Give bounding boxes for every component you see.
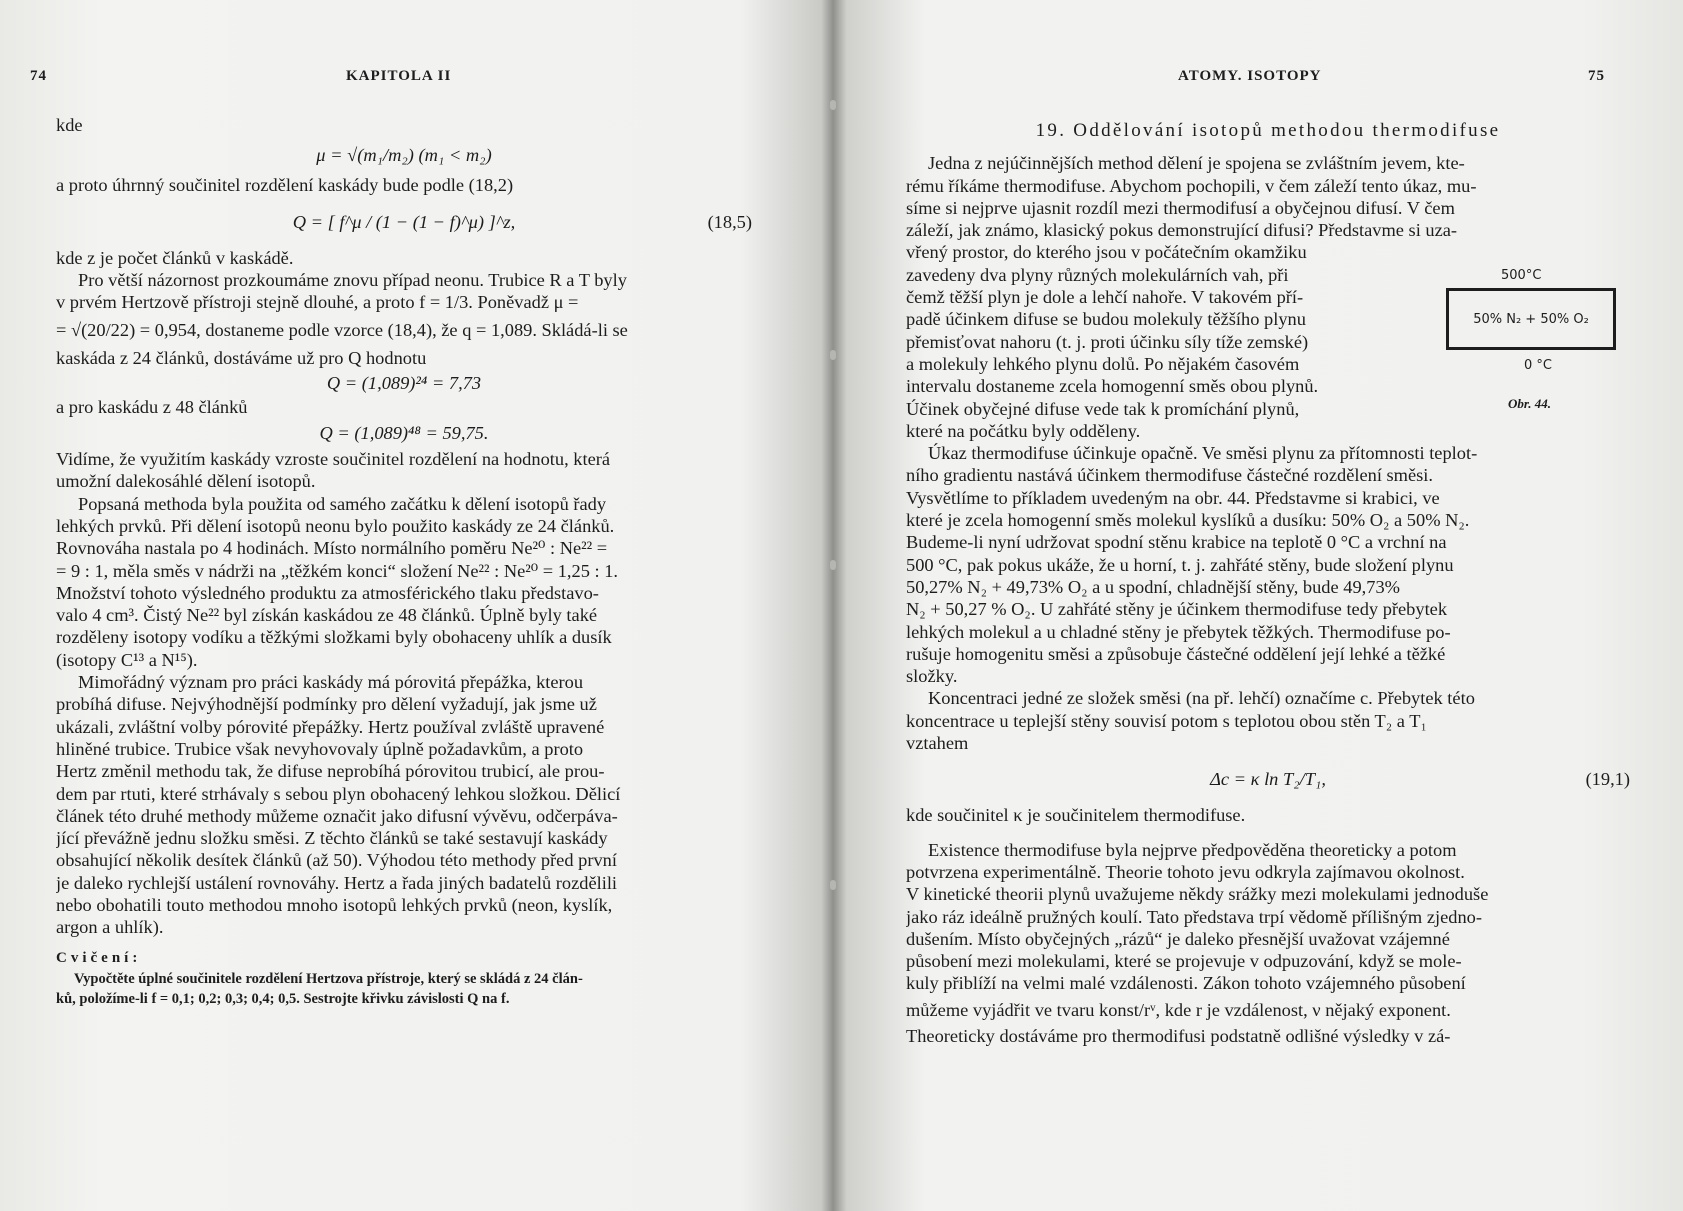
text-line: kuly přiblíží na velmi malé vzdálenosti. Zákon tohoto vzájemného působení [906,973,1466,994]
text-line: argon a uhlík). [56,917,164,938]
text-line: článek této druhé methody můžeme označit jako difusní vývěvu, odčerpáva- [56,805,618,826]
text-line: Koncentraci jedné ze složek směsi (na př. lehčí) označíme c. Přebytek této [928,688,1475,709]
text-line: rému říkáme thermodifuse. Abychom pochopili, v čem záleží tento úkaz, mu- [906,175,1477,196]
text-line: kde součinitel κ je součinitelem thermodifuse. [906,805,1246,826]
running-title: KAPITOLA II [346,68,452,84]
text-line: dem par rtuti, které strhávaly s sebou plyn obohacený lehkou složkou. Dělicí [56,783,621,804]
text-line: nebo obohatili touto methodou mnoho isotopů lehkých prvků (neon, kyslík, [56,895,613,916]
text-line: 50,27% N₂ + 49,73% O₂ a u spodní, chladnější stěny, bude 49,73% [906,576,1400,597]
text-line: Existence thermodifuse byla nejprve předpověděna theoreticky a potom [928,839,1457,860]
text-line: padě účinkem difuse se budou molekuly těžšího plynu [906,309,1306,330]
text-line: je daleko rychlejší ustálení rovnováhy. Hertz a řada jiných badatelů rozdělili [56,872,618,893]
text-line: N₂ + 50,27 % O₂. U zahřáté stěny je účinkem thermodifuse tedy přebytek [906,599,1448,620]
text-line: V kinetické theorii plynů uvažujeme někdy srážky mezi molekulami jednoduše [906,884,1489,905]
text-line: zavedeny dva plyny různých molekulárních vah, při [906,264,1289,285]
text-line: Popsaná methoda byla použita od samého začátku k dělení isotopů řady [78,493,607,514]
equation-number: (18,5) [707,211,752,232]
text-line: jící převážně jednu složku směsi. Z těchto článků se také sestavují kaskády [56,828,608,849]
text-line: Množství tohoto výsledného produktu za atmosférického tlaku představo- [56,582,599,603]
text-line: rušuje homogenitu směsi a způsobuje částečné oddělení její lehké a těžké [906,643,1446,664]
text-line: a pro kaskádu z 48 článků [56,396,248,417]
text-line: rozděleny isotopy vodíku a těžkými složkami byly obohaceny uhlík a dusík [56,627,612,648]
section-title: 19. Oddělování isotopů methodou thermodifuse [1035,120,1501,141]
text-line: = 9 : 1, měla směs v nádrži na „těžkém konci“ složení Ne²² : Ne²⁰ = 1,25 : 1. [56,560,618,581]
exercise-title: Cvičení: [56,949,142,966]
left-body-text [56,114,752,1009]
text-line: dušením. Místo obyčejných „rázů“ je daleko přesnější uvažovat vzájemné [906,928,1450,949]
equation-19-1 [906,754,1630,804]
equation: μ = √(m₁/m₂) (m₁ < m₂) [316,145,492,166]
figure-box-label: 50% N₂ + 50% O₂ [1473,311,1589,327]
equation-body: Δc = κ ln T₂/T₁, [1210,769,1326,790]
figure-caption: Obr. 44. [1508,396,1551,411]
text-line: Hertz změnil methodu tak, že difuse neprobíhá pórovitou trubicí, ale prou- [56,761,605,782]
equation-body: Q = [ f^μ / (1 − (1 − f)^μ) ]^z, [292,211,516,232]
text-line: hliněné trubice. Trubice však nevyhovovaly úplně požadavkům, a proto [56,738,584,759]
text-line: Jedna z nejúčinnějších method dělení je spojena se zvláštním jevem, kte- [928,153,1465,174]
left-page [0,0,828,1211]
text-line: potvrzena experimentálně. Theorie tohoto jevu odkryla zajímavou okolnost. [906,861,1465,882]
text-line: 500 °C, pak pokus ukáže, že u horní, t. j. zahřáté stěny, bude složení plynu [906,554,1454,575]
page-number: 74 [30,68,47,84]
page-number: 75 [1588,68,1605,84]
text-line: kde z je počet článků v kaskádě. [56,247,294,268]
text-line: jako ráz ideálně pružných koulí. Tato představa trpí vědomě přílišným zjedno- [906,906,1482,927]
equation: Q = (1,089)⁴⁸ = 59,75. [319,423,489,444]
exercise-line: ků, položíme-li f = 0,1; 0,2; 0,3; 0,4; 0,5. Sestrojte křivku závislosti Q na f. [56,990,510,1007]
equation: Q = (1,089)²⁴ = 7,73 [326,372,482,393]
text-line: můžeme vyjádřit ve tvaru konst/rᵛ, kde r je vzdálenost, ν nějaký exponent. [906,999,1451,1020]
text-line: Mimořádný význam pro práci kaskády má pórovitá přepážka, kterou [78,672,584,693]
figure-gas-box [1446,288,1616,350]
text-line: a molekuly lehkého plynu dolů. Po nějakém časovém [906,353,1300,374]
text-line: záleží, jak známo, klasický pokus demonstrující difusi? Představme si uza- [906,220,1458,241]
text-line: valo 4 cm³. Čistý Ne²² byl získán kaskádou ze 48 článků. Úplně byly také [56,605,598,626]
text-line: působení mezi molekulami, které se projevuje v odpuzování, když se mole- [906,951,1462,972]
figure-44 [1446,268,1626,428]
right-body-text [906,118,1630,1047]
running-title: ATOMY. ISOTOPY [1178,68,1322,84]
text-line: přemisťovat nahoru (t. j. proti účinku síly tíže zemské) [906,331,1309,352]
text-line: Vysvětlíme to příkladem uvedeným na obr. 44. Představme si krabici, ve [906,487,1440,508]
text-line: Rovnováha nastala po 4 hodinách. Místo normálního poměru Ne²⁰ : Ne²² = [56,538,608,559]
text-line: které na počátku byly odděleny. [906,420,1141,441]
text-line: koncentrace u teplejší stěny souvisí potom s teplotou obou stěn T₂ a T₁ [906,710,1427,731]
figure-top-temperature: 500°C [1501,268,1542,283]
right-page [828,0,1683,1211]
text-line: které je zcela homogenní směs molekul kyslíků a dusíku: 50% O₂ a 50% N₂. [906,510,1470,531]
text-line: Účinek obyčejné difuse vede tak k promíchání plynů, [906,398,1300,419]
text-line: Theoreticky dostáváme pro thermodifusi podstatně odlišné výsledky v zá- [906,1025,1451,1046]
text-line: Budeme-li nyní udržovat spodní stěnu krabice na teplotě 0 °C a vrchní na [906,532,1447,553]
text-line: lehkých molekul a u chladné stěny je přebytek těžkých. Thermodifuse po- [906,621,1451,642]
text-line: ukázali, zvláštní volby pórovité přepážky. Hertz používal zvláště upravené [56,716,605,737]
text-line: síme si nejprve ujasnit rozdíl mezi thermodifusí a obyčejnou difusí. V čem [906,197,1455,218]
text-line: v prvém Hertzově přístroji stejně dlouhé, a proto f = 1/3. Poněvadž μ = [56,292,579,313]
figure-bottom-temperature: 0 °C [1524,358,1552,373]
text-line: = √(20/22) = 0,954, dostaneme podle vzorce (18,4), že q = 1,089. Skládá-li se [56,320,628,341]
text-line: lehkých prvků. Při dělení isotopů neonu bylo použito kaskády ze 24 článků. [56,515,615,536]
equation-number: (19,1) [1585,769,1630,790]
text-line: Vidíme, že využitím kaskády vzroste součinitel rozdělení na hodnotu, která [56,449,611,470]
text-line: složky. [906,666,958,687]
text-line: čemž těžší plyn je dole a lehčí nahoře. V takovém pří- [906,287,1304,308]
text-line: (isotopy C¹³ a N¹⁵). [56,649,198,670]
text-line: a proto úhrnný součinitel rozdělení kaskády bude podle (18,2) [56,175,514,196]
text-line: Úkaz thermodifuse účinkuje opačně. Ve směsi plynu za přítomnosti teplot- [928,443,1478,464]
text-line: kde [56,115,83,135]
text-line: Pro větší názornost prozkoumáme znovu případ neonu. Trubice R a T byly [78,269,627,290]
text-line: obsahující několik desítek článků (až 50). Výhodou této methody před první [56,850,617,871]
text-line: umožní dalekosáhlé dělení isotopů. [56,471,316,492]
exercise-line: Vypočtěte úplné součinitele rozdělení Hertzova přístroje, který se skládá z 24 člán- [74,970,583,987]
text-line: probíhá difuse. Nejvýhodnější podmínky pro dělení vyžadují, jak jsme už [56,694,597,715]
text-line: vztahem [906,733,969,754]
text-line: intervalu dostaneme zcela homogenní směs obou plynů. [906,376,1319,397]
equation-18-5 [56,197,752,247]
text-line: kaskáda z 24 článků, dostáváme už pro Q hodnotu [56,348,427,369]
text-line: ního gradientu nastává účinkem thermodifuse částečné rozdělení směsi. [906,465,1434,486]
text-line: vřený prostor, do kterého jsou v počátečním okamžiku [906,242,1307,263]
